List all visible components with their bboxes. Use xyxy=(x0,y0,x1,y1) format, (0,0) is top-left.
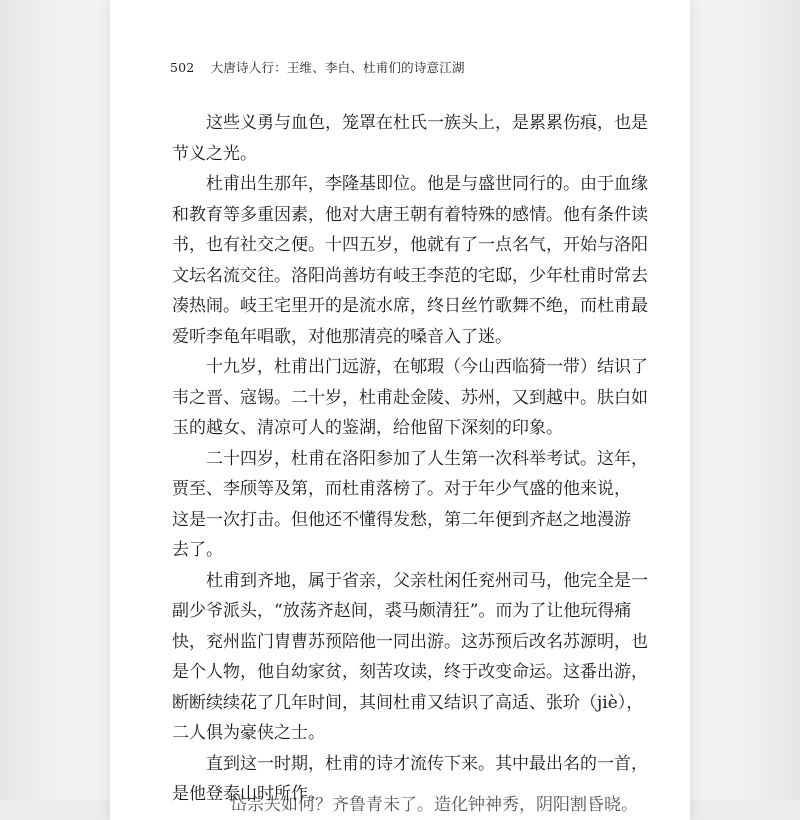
book-page xyxy=(110,0,690,820)
text-line: 贾至、李颀等及第，而杜甫落榜了。对于年少气盛的他来说， xyxy=(172,479,631,499)
text-line: 玉的越女、清凉可人的鉴湖，给他留下深刻的印象。 xyxy=(172,418,563,438)
text-line: 二人俱为豪侠之士。 xyxy=(172,723,325,743)
text-line: 断断续续花了几年时间，其间杜甫又结识了高适、张玠（jiè）， xyxy=(172,692,644,713)
cut-off-line: 岱宗夫如何？齐鲁青未了。造化钟神秀，阴阳割昏晓。 xyxy=(230,795,638,815)
text-line: 是他登泰山时所作。 xyxy=(172,784,325,804)
text-line: 凑热闹。岐王宅里开的是流水席，终日丝竹歌舞不绝，而杜甫最 xyxy=(172,296,648,316)
text-line: 杜甫到齐地，属于省亲，父亲杜闲任兖州司马，他完全是一 xyxy=(206,570,648,591)
text-line: 和教育等多重因素，他对大唐王朝有着特殊的感情。他有条件读 xyxy=(172,204,648,225)
text-line: 文坛名流交往。洛阳尚善坊有岐王李范的宅邸，少年杜甫时常去 xyxy=(172,265,648,286)
text-line: 杜甫出生那年，李隆基即位。他是与盛世同行的。由于血缘 xyxy=(206,174,648,194)
running-header xyxy=(170,58,465,76)
body-text xyxy=(172,108,648,810)
page-number: 502 xyxy=(170,60,195,75)
text-line: 十九岁，杜甫出门远游，在郇瑕（今山西临猗一带）结识了 xyxy=(206,357,648,377)
text-line: 二十四岁，杜甫在洛阳参加了人生第一次科举考试。这年， xyxy=(206,448,648,469)
text-line: 这是一次打击。但他还不懂得发愁，第二年便到齐赵之地漫游 xyxy=(172,509,631,530)
text-line: 书，也有社交之便。十四五岁，他就有了一点名气，开始与洛阳 xyxy=(172,235,648,255)
text-line: 去了。 xyxy=(172,540,223,560)
text-line: 韦之晋、寇锡。二十岁，杜甫赴金陵、苏州，又到越中。肤白如 xyxy=(172,387,648,408)
text-line: 直到这一时期，杜甫的诗才流传下来。其中最出名的一首， xyxy=(206,753,648,774)
text-line: 是个人物，他自幼家贫，刻苦攻读，终于改变命运。这番出游， xyxy=(172,662,648,682)
text-line: 副少爷派头，“放荡齐赵间，裘马颇清狂”。而为了让他玩得痛 xyxy=(172,601,632,621)
text-line: 节义之光。 xyxy=(172,143,257,164)
text-line: 这些义勇与血色，笼罩在杜氏一族头上，是累累伤痕，也是 xyxy=(206,113,648,133)
book-title: 大唐诗人行：王维、李白、杜甫们的诗意江湖 xyxy=(210,60,465,75)
text-line: 爱听李龟年唱歌，对他那清亮的嗓音入了迷。 xyxy=(172,326,512,347)
text-line: 快，兖州监门胄曹苏预陪他一同出游。这苏预后改名苏源明，也 xyxy=(172,631,648,652)
